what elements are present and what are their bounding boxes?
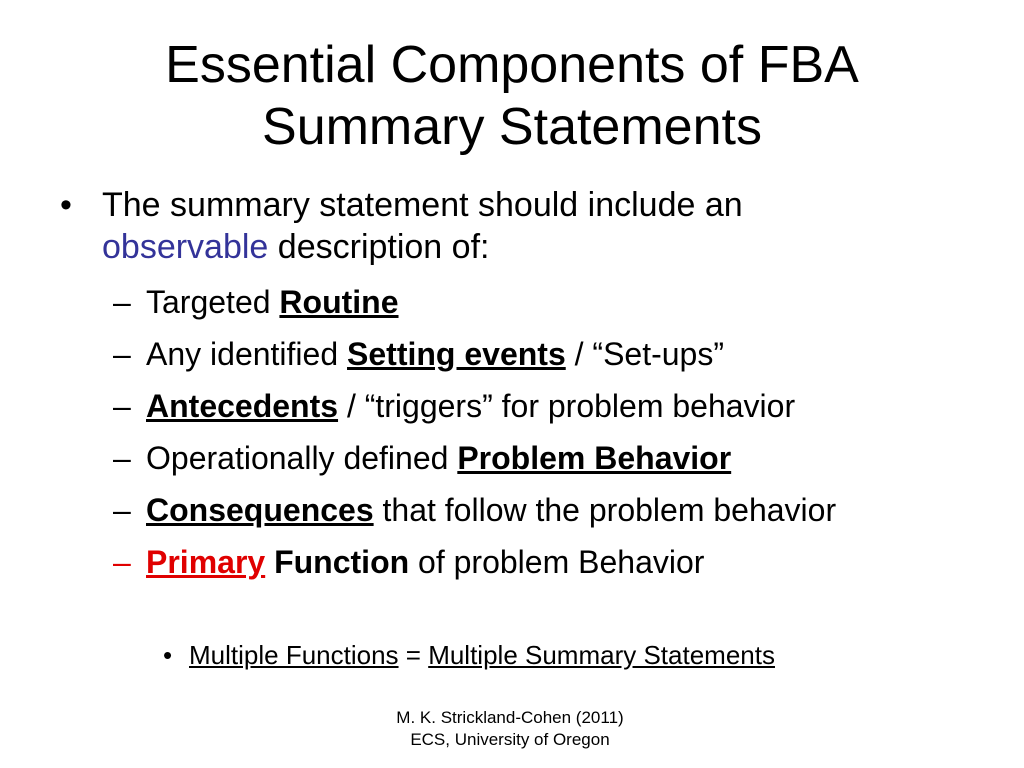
main-bullet-intro: The summary statement should include an	[102, 186, 743, 224]
list-item-antecedents	[113, 386, 993, 426]
title-line-2: Summary Statements	[262, 98, 762, 156]
item-post-text: / “triggers” for problem behavior	[338, 388, 796, 424]
list-item-consequences	[113, 490, 993, 530]
list-item-problem-behavior	[113, 438, 993, 478]
bullet-marker: •	[60, 186, 72, 224]
sub-bullet-text	[189, 640, 775, 670]
dash-marker: –	[113, 336, 131, 372]
item-post-text: / “Set-ups”	[565, 336, 724, 372]
dash-marker: –	[113, 492, 131, 528]
list-item-primary-function	[113, 542, 993, 582]
equals-sign: =	[398, 640, 429, 670]
observable-highlight: observable	[102, 228, 269, 266]
multiple-statements-term: Multiple Summary Statements	[428, 640, 775, 670]
dash-marker: –	[113, 284, 131, 320]
item-pre-text: Any identified	[146, 336, 348, 372]
item-pre-text: Targeted	[146, 284, 280, 320]
dash-marker: –	[113, 388, 131, 424]
title-line-1: Essential Components of FBA	[165, 36, 859, 94]
list-item-routine	[113, 282, 993, 322]
antecedents-term: Antecedents	[146, 388, 339, 424]
citation	[340, 707, 680, 751]
main-bullet-text	[102, 184, 980, 268]
sub-bullet-marker: •	[163, 640, 173, 670]
dash-marker: –	[113, 544, 131, 580]
multiple-functions-term: Multiple Functions	[189, 640, 399, 670]
function-term: Function	[265, 544, 410, 580]
citation-affiliation: ECS, University of Oregon	[410, 730, 610, 749]
main-bullet-after: description of:	[277, 228, 490, 266]
problem-behavior-term: Problem Behavior	[457, 440, 732, 476]
slide-title	[0, 34, 1024, 158]
item-pre-text: Operationally defined	[146, 440, 458, 476]
primary-term: Primary	[146, 544, 266, 580]
routine-term: Routine	[279, 284, 399, 320]
item-post-text: that follow the problem behavior	[373, 492, 837, 528]
citation-author: M. K. Strickland-Cohen (2011)	[396, 708, 624, 727]
dash-marker: –	[113, 440, 131, 476]
component-list	[113, 282, 993, 594]
main-bullet	[60, 184, 980, 268]
list-item-setting-events	[113, 334, 993, 374]
consequences-term: Consequences	[146, 492, 374, 528]
sub-bullet	[163, 639, 775, 671]
item-post-text: of problem Behavior	[409, 544, 705, 580]
setting-events-term: Setting events	[347, 336, 566, 372]
